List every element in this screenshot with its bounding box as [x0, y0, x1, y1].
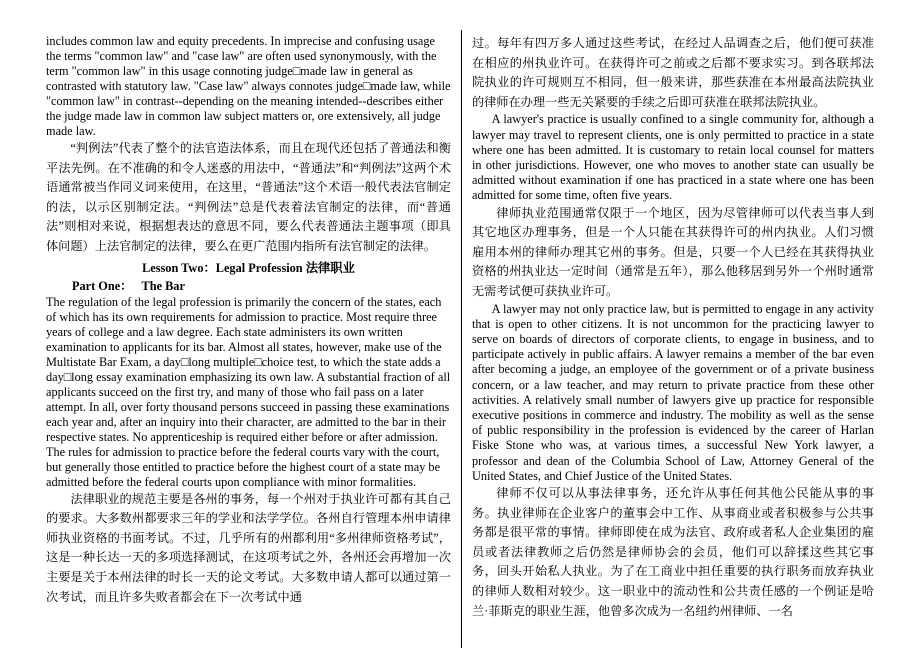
- part-name: The Bar: [141, 278, 185, 293]
- zh-activity-paragraph: 律师不仅可以从事法律事务，还允许从事任何其他公民能从事的事务。执业律师在企业客户的董事会中工作、从事商业或者积极参与公共事务都是很平常的事情。律师即使在成为法官、政府或者私人企业集团的雇员或者法律教师之后仍然是律师协会的会员，他们可以辞揉这些其它事务，回头开始私人执业。为了在工商业中担任重要的执行职务而放弃执业的律师人数相对较少。这一职业中的流动性和公共责任感的一个例证是哈兰·菲斯克的职业生涯，他曾多次成为一名纽约州律师、一名: [472, 486, 874, 618]
- right-column: [472, 34, 874, 621]
- zh-bar-paragraph: 法律职业的规范主要是各州的事务，每一个州对于执业许可都有其自己的要求。大多数州都要求三年的学业和法学学位。各州自行管理本州申请律师执业资格的书面考试。不过，几乎所有的州都利用“多州律师资格考试”，这是一种长达一天的多项选择测试，在这项考试之外，各州还会再增加一次主要是关于本州法律的时长一天的论文考试。大多数申请人都可以通过第一次考试，而且许多失败者都会在下一次考试中通: [46, 491, 451, 604]
- en-bar-paragraph: The regulation of the legal profession is primarily the concern of the states, each of which has its own requirements for admission to practice. Most require three years of college and a law degree. Each state administers its own written examination to applicants for its bar. Almost all states, however, make use of the Multistate Bar Exam, a day□long multiple□choice test, to which the state adds a day□long essay examination emphasizing its own law. A substantial fraction of all applicants succeed on the first try, and many of those who fail pass on a later attempt. In all, over forty thousand persons succeed in passing these examinations each year and, after an inquiry into their character, are admitted to the bar in their respective states. No apprenticeship is required either before or after admission. The rules for admission to practice before the federal courts vary with the court, but generally those entitled to practice before the highest court of a state may be admitted before the federal courts upon compliance with minor formalities.: [46, 294, 451, 489]
- zh-intro-paragraph: “判例法”代表了整个的法官造法体系，而且在现代还包括了普通法和衡平法先例。在不准确的和令人迷惑的用法中，“普通法”和“判例法”这两个术语通常被当作同义词来使用，在这里，“普通法”这个术语一般代表法官制定的法，以示区别制定法。“判例法”总是代表着法官制定的法律，而“普通法”则相对来说，根据想表达的意思不同，要么代表普通法主题事项（即具体问题）上法官制定的法律，要么在更广范围内指所有法官制定的法律。: [46, 141, 451, 253]
- en-intro-paragraph: includes common law and equity precedents. In imprecise and confusing usage the terms "common law" and "case law" are often used synonymously, with the term "common law" in this usage connoting judge□made law in general as contrasted with statutory law. "Case law" always connotes judge□made law, while "common law" in contrast--depending on the meaning intended--describes either the judge made law in common law subject matters or, ore extensively, all judge made law.: [46, 34, 451, 138]
- left-column: [46, 34, 451, 607]
- en-activity-paragraph: A lawyer may not only practice law, but is permitted to engage in any activity that is open to other citizens. It is not uncommon for the practicing lawyer to serve on boards of directors of corporate clients, to engage in business, and to participate actively in public affairs. A lawyer remains a member of the bar even after becoming a judge, an employee of the government or of a private business concern, or a law teacher, and may return to private practice from these other activities. A relatively small number of lawyers give up practice for responsible executive positions in commerce and industry. The mobility as well as the sense of public responsibility in the profession is evidenced by the career of Harlan Fiske Stone who was, at various times, a successful New York lawyer, a professor and dean of the Columbia School of Law, Attorney General of the United States, and Chief Justice of the United States.: [472, 301, 874, 483]
- en-practice-paragraph: A lawyer's practice is usually confined to a single community for, although a lawyer may travel to represent clients, one is only permitted to practice in a state where one has been admitted. It is customary to retain local counsel for matters in other jurisdictions. However, one who moves to another state can usually be admitted without examination if one has practiced in a state where one has been admitted for some time, often five years.: [472, 112, 874, 203]
- part-label: Part One：: [72, 278, 133, 293]
- column-divider: [461, 30, 462, 648]
- lesson-title: Lesson Two：Legal Profession 法律职业: [142, 260, 355, 275]
- zh-practice-paragraph: 律师执业范围通常仅限于一个地区，因为尽管律师可以代表当事人到其它地区办理事务，但是一个人只能在其获得许可的州内执业。人们习惯雇用本州的律师办理其它州的事务。但是，只要一个人已经在其获得执业资格的州执业达一定时间（通常是五年），那么他移居到另外一个州时通常无需考试便可获执业许可。: [472, 205, 874, 298]
- part-heading: [46, 278, 451, 295]
- zh-bar-continued: 过。每年有四万多人通过这些考试，在经过人品调查之后，他们便可获准在相应的州执业许可。在获得许可之前或之后都不要求实习。到各联邦法院执业的许可规则互不相同，但一般来讲，那些获准在本州最高法院执业的律师在办理一些无关紧要的手续之后即可获准在联邦法院执业。: [472, 36, 874, 109]
